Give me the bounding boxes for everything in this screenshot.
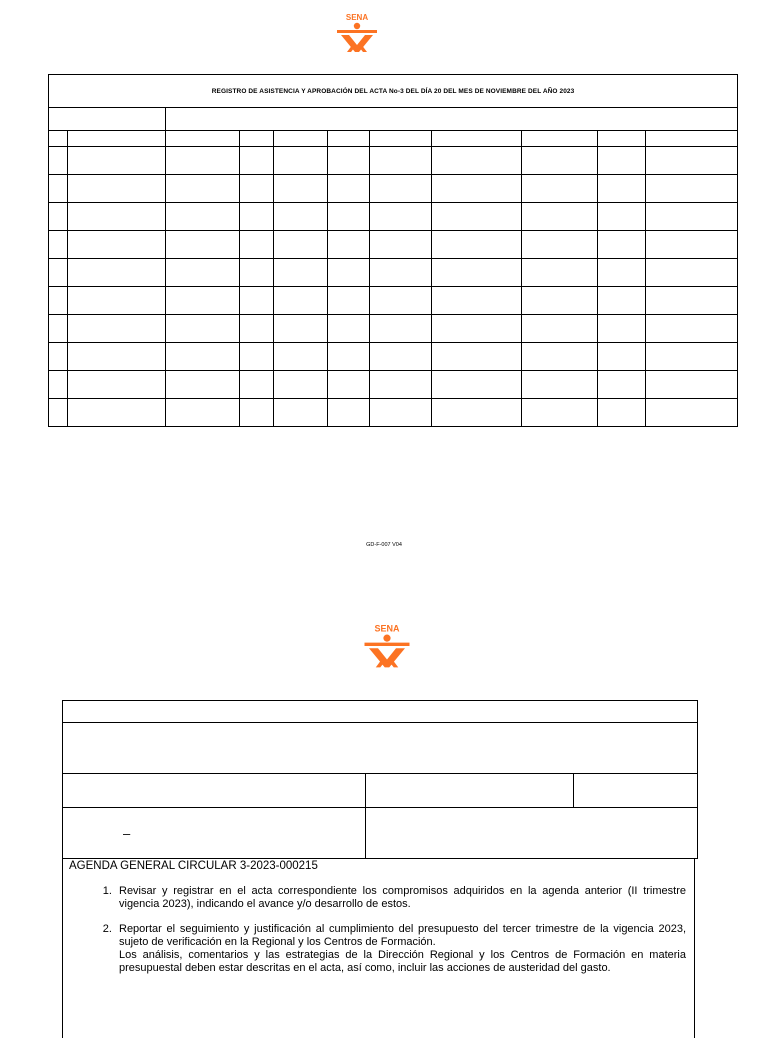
agenda-item-text: Los análisis, comentarios y las estrategias de la Dirección Regional y los Centros de Formación en materia presupuestal deben estar descritas en el acta, así como, incluir las acciones de austeridad del gasto.: [119, 949, 686, 974]
table-row: [49, 287, 738, 315]
agenda-item-text: 1. Revisar y registrar en el acta correspondiente los compromisos adquiridos en la agenda anterior (II trimestre vigencia 2023), indicando el avance y/o desarrollo de estos.: [119, 885, 686, 910]
attendance-subheader-left: [49, 108, 166, 131]
table-row: [49, 371, 738, 399]
table-row: [49, 259, 738, 287]
table-row: [49, 399, 738, 427]
form-code: GD-F-007 V04: [366, 542, 402, 548]
table-row: [49, 147, 738, 175]
sena-logo-icon: [360, 622, 414, 670]
info-row-4: [63, 808, 698, 859]
attendance-subheader-row: [49, 108, 738, 131]
sena-logo-bottom: [360, 622, 414, 670]
agenda-section: [62, 858, 695, 1038]
sena-logo-text: SENA: [345, 13, 369, 22]
sena-logo-text: SENA: [374, 623, 400, 634]
table-row: [49, 315, 738, 343]
agenda-item: [115, 923, 686, 975]
attendance-header-row: [49, 131, 738, 147]
attendance-table: [48, 74, 738, 427]
agenda-item: [115, 885, 686, 911]
table-row: [49, 231, 738, 259]
attendance-title: REGISTRO DE ASISTENCIA Y APROBACIÓN DEL ACTA No-3 DEL DÍA 20 DEL MES DE NOVIEMBRE DEL AÑO 2023: [49, 75, 738, 108]
agenda-item-text: 2. Reportar el seguimiento y justificación al cumplimiento del presupuesto del tercer trimestre de la vigencia 2023, sujeto de verificación en la Regional y los Centros de Formación.: [119, 923, 686, 948]
table-row: [49, 203, 738, 231]
table-row: [49, 343, 738, 371]
info-row-1: [63, 701, 698, 723]
info-dash: –: [63, 808, 366, 859]
info-row-2: [63, 723, 698, 774]
info-row-3: [63, 774, 698, 808]
table-row: [49, 175, 738, 203]
agenda-title: AGENDA GENERAL CIRCULAR 3-2023-000215: [69, 860, 318, 872]
sena-logo-top: [333, 12, 381, 54]
sena-logo-icon: [333, 12, 381, 54]
attendance-subheader-right: [166, 108, 738, 131]
meeting-info-table: [62, 700, 698, 859]
agenda-list: [63, 885, 694, 975]
